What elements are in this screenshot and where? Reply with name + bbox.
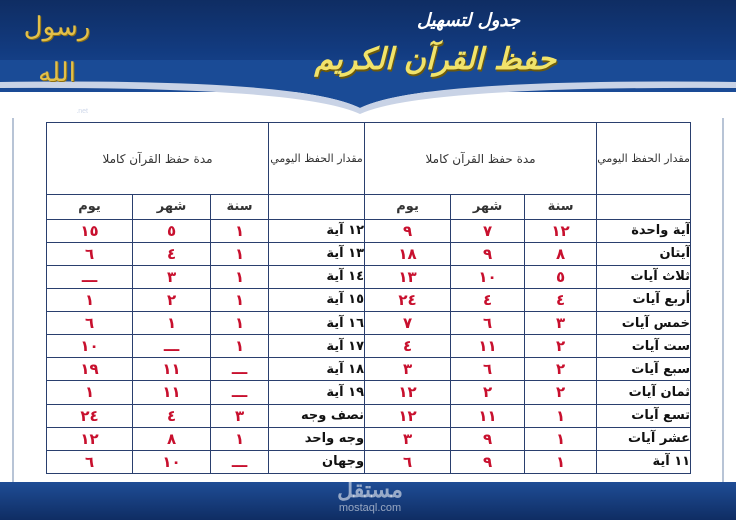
cell-month-right: ١٠ (451, 265, 525, 288)
cell-day-right: ٣ (365, 427, 451, 450)
cell-day-right: ٢٤ (365, 288, 451, 311)
cell-year-left: ـــ (211, 381, 269, 404)
cell-year-left: ١ (211, 265, 269, 288)
left-border (12, 118, 14, 486)
cell-day-left: ١٢ (47, 427, 133, 450)
cell-month-left: ١ (133, 312, 211, 335)
cell-daily-amount-right: ثلاث آيات (597, 265, 691, 288)
cell-year-left: ـــ (211, 358, 269, 381)
cell-month-right: ٩ (451, 450, 525, 473)
subheader-blank-right (597, 195, 691, 219)
cell-day-left: ١٩ (47, 358, 133, 381)
cell-daily-amount-right: سبع آيات (597, 358, 691, 381)
cell-daily-amount-right: خمس آيات (597, 312, 691, 335)
cell-month-left: ١١ (133, 381, 211, 404)
cell-day-left: ـــ (47, 265, 133, 288)
watermark (300, 478, 440, 514)
cell-daily-amount-left: نصف وجه (269, 404, 365, 427)
cell-year-right: ٥ (525, 265, 597, 288)
watermark-arabic: مستقل (337, 477, 403, 502)
cell-year-left: ١ (211, 312, 269, 335)
cell-year-left: ٣ (211, 404, 269, 427)
cell-day-left: ١٥ (47, 219, 133, 242)
cell-daily-amount-left: ١٦ آية (269, 312, 365, 335)
cell-year-left: ١ (211, 242, 269, 265)
subheader-month-right: شهر (451, 195, 525, 219)
cell-daily-amount-right: عشر آيات (597, 427, 691, 450)
title-line-1: جدول لتسهيل (417, 10, 520, 31)
cell-year-left: ـــ (211, 450, 269, 473)
subheader-blank-left (269, 195, 365, 219)
cell-month-left: ٨ (133, 427, 211, 450)
subheader-year-left: سنة (211, 195, 269, 219)
cell-year-right: ٨ (525, 242, 597, 265)
cell-month-right: ٤ (451, 288, 525, 311)
cell-daily-amount-right: ١١ آية (597, 450, 691, 473)
cell-daily-amount-right: ثمان آيات (597, 381, 691, 404)
table-row (47, 219, 691, 242)
cell-month-right: ٦ (451, 312, 525, 335)
cell-daily-amount-left: ١٨ آية (269, 358, 365, 381)
cell-day-right: ٩ (365, 219, 451, 242)
cell-daily-amount-left: ١٥ آية (269, 288, 365, 311)
cell-year-left: ١ (211, 335, 269, 358)
cell-month-left: ٣ (133, 265, 211, 288)
table-row (47, 242, 691, 265)
cell-month-right: ١١ (451, 404, 525, 427)
cell-daily-amount-right: تسع آيات (597, 404, 691, 427)
cell-year-left: ١ (211, 427, 269, 450)
logo-calligraphy: رسول الله (23, 12, 91, 88)
cell-month-left: ٤ (133, 242, 211, 265)
cell-daily-amount-left: وجهان (269, 450, 365, 473)
subheader-day-left: يوم (47, 195, 133, 219)
table-row (47, 265, 691, 288)
cell-day-right: ١٢ (365, 404, 451, 427)
table-row (47, 358, 691, 381)
table-row (47, 288, 691, 311)
table-row (47, 450, 691, 473)
cell-year-right: ٤ (525, 288, 597, 311)
table-header-row (47, 123, 691, 195)
cell-day-right: ١٨ (365, 242, 451, 265)
cell-year-left: ١ (211, 288, 269, 311)
right-border (722, 118, 724, 486)
header-duration-left: مدة حفظ القرآن كاملا (47, 123, 269, 195)
cell-day-left: ١ (47, 288, 133, 311)
cell-day-left: ١ (47, 381, 133, 404)
cell-month-left: ٥ (133, 219, 211, 242)
cell-day-left: ٢٤ (47, 404, 133, 427)
memorization-table (46, 122, 691, 474)
cell-day-right: ٦ (365, 450, 451, 473)
cell-daily-amount-right: آية واحدة (597, 219, 691, 242)
cell-day-right: ١٢ (365, 381, 451, 404)
cell-day-left: ٦ (47, 312, 133, 335)
cell-year-right: ٢ (525, 335, 597, 358)
cell-month-left: ـــ (133, 335, 211, 358)
table-row (47, 427, 691, 450)
cell-daily-amount-left: ١٣ آية (269, 242, 365, 265)
cell-daily-amount-left: ١٧ آية (269, 335, 365, 358)
table-row (47, 335, 691, 358)
cell-day-right: ٣ (365, 358, 451, 381)
cell-year-right: ٢ (525, 381, 597, 404)
cell-year-right: ٢ (525, 358, 597, 381)
cell-year-left: ١ (211, 219, 269, 242)
cell-daily-amount-left: ١٩ آية (269, 381, 365, 404)
cell-year-right: ١ (525, 427, 597, 450)
cell-year-right: ٣ (525, 312, 597, 335)
cell-day-left: ١٠ (47, 335, 133, 358)
cell-daily-amount-right: آيتان (597, 242, 691, 265)
cell-day-left: ٦ (47, 242, 133, 265)
cell-daily-amount-right: ست آيات (597, 335, 691, 358)
cell-day-right: ١٣ (365, 265, 451, 288)
cell-month-right: ٩ (451, 242, 525, 265)
cell-month-right: ٧ (451, 219, 525, 242)
cell-year-right: ١ (525, 404, 597, 427)
cell-month-left: ١١ (133, 358, 211, 381)
subheader-month-left: شهر (133, 195, 211, 219)
cell-day-right: ٧ (365, 312, 451, 335)
title-line-2: حفظ القرآن الكريم (314, 42, 556, 77)
table-subheader-row (47, 195, 691, 219)
cell-month-right: ٦ (451, 358, 525, 381)
watermark-latin: mostaql.com (338, 502, 402, 514)
table-row (47, 381, 691, 404)
cell-month-right: ١١ (451, 335, 525, 358)
cell-daily-amount-left: ١٢ آية (269, 219, 365, 242)
cell-month-left: ٢ (133, 288, 211, 311)
logo-site-name: Rasoulallah (28, 96, 86, 107)
cell-month-left: ٤ (133, 404, 211, 427)
cell-daily-amount-left: ١٤ آية (269, 265, 365, 288)
table-row (47, 312, 691, 335)
cell-day-left: ٦ (47, 450, 133, 473)
cell-year-right: ١ (525, 450, 597, 473)
header-duration-right: مدة حفظ القرآن كاملا (365, 123, 597, 195)
cell-daily-amount-right: أربع آيات (597, 288, 691, 311)
site-logo (16, 4, 98, 115)
subheader-day-right: يوم (365, 195, 451, 219)
header-daily-amount-right: مقدار الحفظ اليومي (597, 123, 691, 195)
cell-month-right: ٢ (451, 381, 525, 404)
cell-year-right: ١٢ (525, 219, 597, 242)
cell-month-right: ٩ (451, 427, 525, 450)
cell-month-left: ١٠ (133, 450, 211, 473)
logo-tld: .net (76, 108, 88, 115)
subheader-year-right: سنة (525, 195, 597, 219)
table-row (47, 404, 691, 427)
header-daily-amount-left: مقدار الحفظ اليومي (269, 123, 365, 195)
cell-day-right: ٤ (365, 335, 451, 358)
cell-daily-amount-left: وجه واحد (269, 427, 365, 450)
page-title (280, 8, 580, 88)
